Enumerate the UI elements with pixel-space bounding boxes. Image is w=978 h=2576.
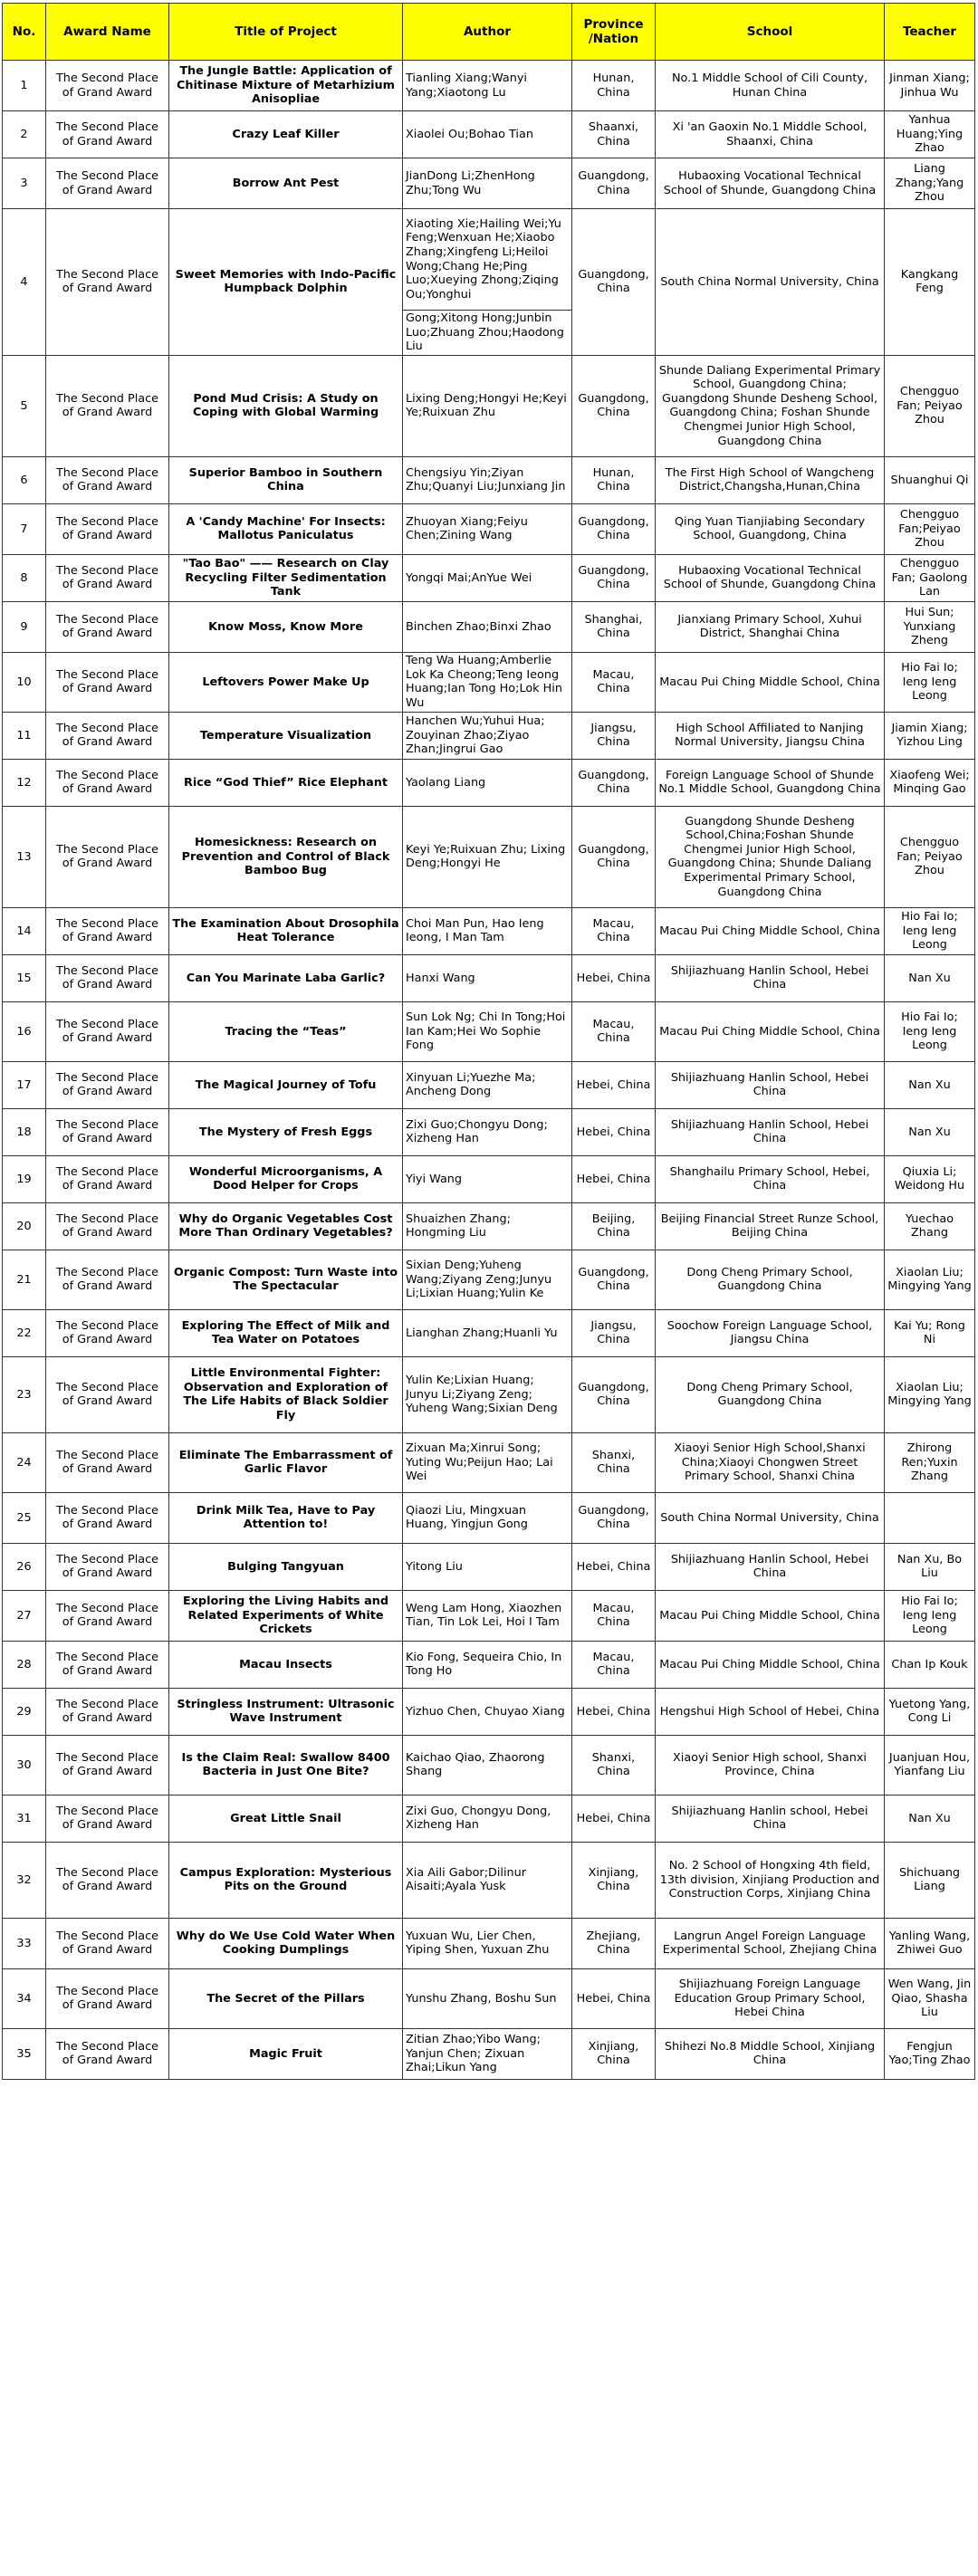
table-row — [3, 1735, 975, 1795]
cell-project-title: Tracing the “Teas” — [169, 1001, 403, 1061]
cell-author: Tianling Xiang;Wanyi Yang;Xiaotong Lu — [403, 61, 572, 111]
cell-teacher: Jiamin Xiang; Yizhou Ling — [885, 712, 975, 759]
cell-award-name: The Second Place of Grand Award — [46, 61, 169, 111]
header-author: Author — [403, 4, 572, 61]
cell-teacher: Shuanghui Qi — [885, 456, 975, 503]
cell-project-title: Why do Organic Vegetables Cost More Than Ordinary Vegetables? — [169, 1202, 403, 1250]
cell-project-title: Rice “God Thief” Rice Elephant — [169, 759, 403, 806]
cell-award-name: The Second Place of Grand Award — [46, 1918, 169, 1968]
table-row — [3, 954, 975, 1001]
cell-teacher: Kai Yu; Rong Ni — [885, 1309, 975, 1356]
cell-school: Macau Pui Ching Middle School, China — [656, 1641, 885, 1688]
cell-no: 28 — [3, 1641, 46, 1688]
cell-project-title: The Secret of the Pillars — [169, 1968, 403, 2028]
cell-province: Beijing, China — [572, 1202, 656, 1250]
table-row — [3, 1688, 975, 1735]
table-row — [3, 61, 975, 111]
table-row — [3, 1356, 975, 1432]
table-row — [3, 1590, 975, 1641]
cell-school: Macau Pui Ching Middle School, China — [656, 652, 885, 712]
cell-award-name: The Second Place of Grand Award — [46, 1108, 169, 1155]
cell-no: 17 — [3, 1061, 46, 1108]
cell-teacher: Xiaolan Liu; Mingying Yang — [885, 1250, 975, 1309]
cell-teacher: Chengguo Fan; Peiyao Zhou — [885, 355, 975, 456]
cell-teacher: Chengguo Fan; Gaolong Lan — [885, 554, 975, 601]
cell-school: Shijiazhuang Hanlin School, Hebei China — [656, 1061, 885, 1108]
cell-province: Macau, China — [572, 907, 656, 954]
cell-school: Foreign Language School of Shunde No.1 Middle School, Guangdong China — [656, 759, 885, 806]
cell-province: Hebei, China — [572, 1543, 656, 1590]
cell-author: Kio Fong, Sequeira Chio, In Tong Ho — [403, 1641, 572, 1688]
cell-project-title: Great Little Snail — [169, 1795, 403, 1842]
cell-project-title: Organic Compost: Turn Waste into The Spectacular — [169, 1250, 403, 1309]
cell-no: 16 — [3, 1001, 46, 1061]
cell-author: Xia Aili Gabor;Dilinur Aisaiti;Ayala Yusk — [403, 1842, 572, 1918]
cell-project-title: Pond Mud Crisis: A Study on Coping with Global Warming — [169, 355, 403, 456]
cell-project-title: Sweet Memories with Indo-Pacific Humpback Dolphin — [169, 209, 403, 356]
cell-author: Hanchen Wu;Yuhui Hua; Zouyinan Zhao;Ziyao Zhan;Jingrui Gao — [403, 712, 572, 759]
header-no: No. — [3, 4, 46, 61]
cell-no: 34 — [3, 1968, 46, 2028]
cell-school: South China Normal University, China — [656, 1492, 885, 1543]
cell-school: Shihezi No.8 Middle School, Xinjiang China — [656, 2028, 885, 2079]
cell-award-name: The Second Place of Grand Award — [46, 158, 169, 209]
cell-province: Shaanxi, China — [572, 111, 656, 158]
cell-award-name: The Second Place of Grand Award — [46, 1061, 169, 1108]
cell-author: Weng Lam Hong, Xiaozhen Tian, Tin Lok Lei, Hoi I Tam — [403, 1590, 572, 1641]
cell-school: Shijiazhuang Foreign Language Education Group Primary School, Hebei China — [656, 1968, 885, 2028]
table-row — [3, 111, 975, 158]
cell-province: Guangdong, China — [572, 759, 656, 806]
cell-school: Xiaoyi Senior High school, Shanxi Province, China — [656, 1735, 885, 1795]
cell-project-title: Exploring the Living Habits and Related Experiments of White Crickets — [169, 1590, 403, 1641]
cell-project-title: Temperature Visualization — [169, 712, 403, 759]
cell-province: Jiangsu, China — [572, 712, 656, 759]
cell-province: Macau, China — [572, 652, 656, 712]
cell-province: Macau, China — [572, 1001, 656, 1061]
cell-teacher: Chengguo Fan;Peiyao Zhou — [885, 503, 975, 554]
cell-author: Shuaizhen Zhang; Hongming Liu — [403, 1202, 572, 1250]
cell-award-name: The Second Place of Grand Award — [46, 1250, 169, 1309]
cell-no: 12 — [3, 759, 46, 806]
cell-school: Xiaoyi Senior High School,Shanxi China;Xiaoyi Chongwen Street Primary School, Shanxi China — [656, 1432, 885, 1492]
header-row — [3, 4, 975, 61]
cell-school: Shijiazhuang Hanlin School, Hebei China — [656, 1543, 885, 1590]
cell-school: Hubaoxing Vocational Technical School of Shunde, Guangdong China — [656, 554, 885, 601]
cell-province: Shanxi, China — [572, 1432, 656, 1492]
cell-teacher: Xiaofeng Wei; Minqing Gao — [885, 759, 975, 806]
cell-teacher: Hio Fai Io; Ieng Ieng Leong — [885, 1001, 975, 1061]
table-row — [3, 806, 975, 907]
cell-author: Teng Wa Huang;Amberlie Lok Ka Cheong;Teng Ieong Huang;Ian Tong Ho;Lok Hin Wu — [403, 652, 572, 712]
cell-project-title: Is the Claim Real: Swallow 8400 Bacteria in Just One Bite? — [169, 1735, 403, 1795]
cell-school: Soochow Foreign Language School, Jiangsu China — [656, 1309, 885, 1356]
cell-teacher: Nan Xu — [885, 954, 975, 1001]
cell-project-title: Magic Fruit — [169, 2028, 403, 2079]
cell-province: Hebei, China — [572, 1688, 656, 1735]
cell-teacher: Nan Xu, Bo Liu — [885, 1543, 975, 1590]
table-row — [3, 158, 975, 209]
table-row — [3, 1001, 975, 1061]
cell-author: Xinyuan Li;Yuezhe Ma; Ancheng Dong — [403, 1061, 572, 1108]
cell-award-name: The Second Place of Grand Award — [46, 355, 169, 456]
cell-author: Lixing Deng;Hongyi He;Keyi Ye;Ruixuan Zhu — [403, 355, 572, 456]
table-row — [3, 2028, 975, 2079]
cell-teacher: Nan Xu — [885, 1061, 975, 1108]
cell-school: Dong Cheng Primary School, Guangdong China — [656, 1356, 885, 1432]
cell-project-title: Wonderful Microorganisms, A Dood Helper for Crops — [169, 1155, 403, 1202]
cell-award-name: The Second Place of Grand Award — [46, 1590, 169, 1641]
cell-teacher: Jinman Xiang; Jinhua Wu — [885, 61, 975, 111]
cell-award-name: The Second Place of Grand Award — [46, 954, 169, 1001]
cell-author: Zitian Zhao;Yibo Wang; Yanjun Chen; Zixuan Zhai;Likun Yang — [403, 2028, 572, 2079]
cell-award-name: The Second Place of Grand Award — [46, 1202, 169, 1250]
cell-author: JianDong Li;ZhenHong Zhu;Tong Wu — [403, 158, 572, 209]
table-row — [3, 1842, 975, 1918]
cell-project-title: Crazy Leaf Killer — [169, 111, 403, 158]
cell-project-title: A 'Candy Machine' For Insects: Mallotus Paniculatus — [169, 503, 403, 554]
cell-teacher: Wen Wang, Jin Qiao, Shasha Liu — [885, 1968, 975, 2028]
header-school: School — [656, 4, 885, 61]
cell-author: Xiaoting Xie;Hailing Wei;Yu Feng;Wenxuan He;Xiaobo Zhang;Xingfeng Li;Heiloi Wong;Chang He;Ping Luo;Xueying Zhong;Ziqing Ou;Yonghui — [403, 209, 572, 311]
cell-school: Shunde Daliang Experimental Primary School, Guangdong China; Guangdong Shunde Desheng School, Guangdong China; Foshan Shunde Chengmei Junior High School, Guangdong China — [656, 355, 885, 456]
cell-project-title: "Tao Bao" —— Research on Clay Recycling Filter Sedimentation Tank — [169, 554, 403, 601]
cell-author: Lianghan Zhang;Huanli Yu — [403, 1309, 572, 1356]
cell-teacher: Kangkang Feng — [885, 209, 975, 356]
cell-school: Beijing Financial Street Runze School, Beijing China — [656, 1202, 885, 1250]
cell-project-title: Leftovers Power Make Up — [169, 652, 403, 712]
cell-no: 21 — [3, 1250, 46, 1309]
cell-project-title: Eliminate The Embarrassment of Garlic Flavor — [169, 1432, 403, 1492]
cell-award-name: The Second Place of Grand Award — [46, 111, 169, 158]
cell-no: 35 — [3, 2028, 46, 2079]
cell-author: Yulin Ke;Lixian Huang; Junyu Li;Ziyang Zeng; Yuheng Wang;Sixian Deng — [403, 1356, 572, 1432]
cell-no: 20 — [3, 1202, 46, 1250]
cell-project-title: Homesickness: Research on Prevention and Control of Black Bamboo Bug — [169, 806, 403, 907]
cell-no: 5 — [3, 355, 46, 456]
cell-province: Zhejiang, China — [572, 1918, 656, 1968]
cell-school: Macau Pui Ching Middle School, China — [656, 1001, 885, 1061]
cell-award-name: The Second Place of Grand Award — [46, 759, 169, 806]
cell-province: Hebei, China — [572, 1968, 656, 2028]
cell-no: 10 — [3, 652, 46, 712]
table-row — [3, 907, 975, 954]
cell-project-title: Why do We Use Cold Water When Cooking Dumplings — [169, 1918, 403, 1968]
cell-teacher: Chan Ip Kouk — [885, 1641, 975, 1688]
cell-award-name: The Second Place of Grand Award — [46, 1155, 169, 1202]
cell-author: Binchen Zhao;Binxi Zhao — [403, 601, 572, 652]
table-row — [3, 355, 975, 456]
cell-no: 24 — [3, 1432, 46, 1492]
cell-award-name: The Second Place of Grand Award — [46, 554, 169, 601]
cell-award-name: The Second Place of Grand Award — [46, 1795, 169, 1842]
cell-no: 32 — [3, 1842, 46, 1918]
cell-project-title: Can You Marinate Laba Garlic? — [169, 954, 403, 1001]
cell-award-name: The Second Place of Grand Award — [46, 1543, 169, 1590]
cell-teacher: Yuetong Yang, Cong Li — [885, 1688, 975, 1735]
table-row — [3, 1795, 975, 1842]
table-row — [3, 1108, 975, 1155]
cell-author: Yunshu Zhang, Boshu Sun — [403, 1968, 572, 2028]
cell-teacher: Shichuang Liang — [885, 1842, 975, 1918]
cell-school: Shanghailu Primary School, Hebei, China — [656, 1155, 885, 1202]
cell-project-title: Superior Bamboo in Southern China — [169, 456, 403, 503]
cell-award-name: The Second Place of Grand Award — [46, 1688, 169, 1735]
cell-school: Guangdong Shunde Desheng School,China;Foshan Shunde Chengmei Junior High School, Guangdong China; Shunde Daliang Experimental Primary School, Guangdong China — [656, 806, 885, 907]
table-row — [3, 1250, 975, 1309]
cell-no: 2 — [3, 111, 46, 158]
cell-author: Yizhuo Chen, Chuyao Xiang — [403, 1688, 572, 1735]
cell-school: No.1 Middle School of Cili County, Hunan China — [656, 61, 885, 111]
cell-author: Zixi Guo, Chongyu Dong, Xizheng Han — [403, 1795, 572, 1842]
cell-teacher: Yanling Wang, Zhiwei Guo — [885, 1918, 975, 1968]
cell-teacher: Nan Xu — [885, 1108, 975, 1155]
cell-author: Choi Man Pun, Hao Ieng Ieong, I Man Tam — [403, 907, 572, 954]
table-row — [3, 1492, 975, 1543]
cell-author: Qiaozi Liu, Mingxuan Huang, Yingjun Gong — [403, 1492, 572, 1543]
cell-province: Guangdong, China — [572, 158, 656, 209]
cell-teacher — [885, 1492, 975, 1543]
cell-school: Hengshui High School of Hebei, China — [656, 1688, 885, 1735]
cell-award-name: The Second Place of Grand Award — [46, 503, 169, 554]
cell-no: 13 — [3, 806, 46, 907]
cell-author: Hanxi Wang — [403, 954, 572, 1001]
cell-school: Macau Pui Ching Middle School, China — [656, 907, 885, 954]
cell-no: 4 — [3, 209, 46, 356]
cell-province: Hunan, China — [572, 61, 656, 111]
cell-teacher: Hio Fai Io; Ieng Ieng Leong — [885, 1590, 975, 1641]
cell-author: Sun Lok Ng; Chi In Tong;Hoi Ian Kam;Hei Wo Sophie Fong — [403, 1001, 572, 1061]
cell-teacher: Liang Zhang;Yang Zhou — [885, 158, 975, 209]
award-table — [2, 3, 975, 2080]
cell-teacher: Xiaolan Liu; Mingying Yang — [885, 1356, 975, 1432]
cell-award-name: The Second Place of Grand Award — [46, 1356, 169, 1432]
cell-award-name: The Second Place of Grand Award — [46, 601, 169, 652]
cell-project-title: The Jungle Battle: Application of Chitinase Mixture of Metarhizium Anisopliae — [169, 61, 403, 111]
cell-teacher: Juanjuan Hou, Yianfang Liu — [885, 1735, 975, 1795]
cell-province: Hebei, China — [572, 1795, 656, 1842]
cell-author: Zixuan Ma;Xinrui Song; Yuting Wu;Peijun Hao; Lai Wei — [403, 1432, 572, 1492]
cell-project-title: The Magical Journey of Tofu — [169, 1061, 403, 1108]
cell-project-title: The Mystery of Fresh Eggs — [169, 1108, 403, 1155]
cell-award-name: The Second Place of Grand Award — [46, 2028, 169, 2079]
cell-school: High School Affiliated to Nanjing Normal University, Jiangsu China — [656, 712, 885, 759]
cell-award-name: The Second Place of Grand Award — [46, 712, 169, 759]
table-row — [3, 601, 975, 652]
cell-author: Yuxuan Wu, Lier Chen, Yiping Shen, Yuxuan Zhu — [403, 1918, 572, 1968]
cell-school: Shijiazhuang Hanlin School, Hebei China — [656, 1108, 885, 1155]
table-row — [3, 712, 975, 759]
cell-no: 8 — [3, 554, 46, 601]
cell-author: Xiaolei Ou;Bohao Tian — [403, 111, 572, 158]
table-row — [3, 1641, 975, 1688]
cell-author: Sixian Deng;Yuheng Wang;Ziyang Zeng;Junyu Li;Lixian Huang;Yulin Ke — [403, 1250, 572, 1309]
cell-award-name: The Second Place of Grand Award — [46, 1842, 169, 1918]
cell-province: Macau, China — [572, 1590, 656, 1641]
cell-school: South China Normal University, China — [656, 209, 885, 356]
cell-award-name: The Second Place of Grand Award — [46, 1735, 169, 1795]
cell-no: 18 — [3, 1108, 46, 1155]
table-row — [3, 759, 975, 806]
header-teacher: Teacher — [885, 4, 975, 61]
cell-project-title: Campus Exploration: Mysterious Pits on the Ground — [169, 1842, 403, 1918]
table-row — [3, 503, 975, 554]
table-row — [3, 1155, 975, 1202]
table-row — [3, 1918, 975, 1968]
cell-province: Hunan, China — [572, 456, 656, 503]
header-province: Province /Nation — [572, 4, 656, 61]
cell-school: Xi 'an Gaoxin No.1 Middle School, Shaanxi, China — [656, 111, 885, 158]
header-title: Title of Project — [169, 4, 403, 61]
cell-province: Guangdong, China — [572, 1356, 656, 1432]
cell-award-name: The Second Place of Grand Award — [46, 209, 169, 356]
table-row — [3, 209, 975, 311]
cell-no: 26 — [3, 1543, 46, 1590]
cell-project-title: Drink Milk Tea, Have to Pay Attention to! — [169, 1492, 403, 1543]
cell-author: Zixi Guo;Chongyu Dong; Xizheng Han — [403, 1108, 572, 1155]
cell-teacher: Yuechao Zhang — [885, 1202, 975, 1250]
cell-award-name: The Second Place of Grand Award — [46, 806, 169, 907]
cell-project-title: Little Environmental Fighter: Observation and Exploration of The Life Habits of Black Soldier Fly — [169, 1356, 403, 1432]
cell-author: Yaolang Liang — [403, 759, 572, 806]
cell-award-name: The Second Place of Grand Award — [46, 1968, 169, 2028]
cell-no: 9 — [3, 601, 46, 652]
cell-no: 7 — [3, 503, 46, 554]
cell-teacher: Yanhua Huang;Ying Zhao — [885, 111, 975, 158]
cell-no: 19 — [3, 1155, 46, 1202]
cell-no: 31 — [3, 1795, 46, 1842]
cell-no: 3 — [3, 158, 46, 209]
cell-author: Yiyi Wang — [403, 1155, 572, 1202]
cell-project-title: Exploring The Effect of Milk and Tea Water on Potatoes — [169, 1309, 403, 1356]
cell-province: Guangdong, China — [572, 806, 656, 907]
cell-author: Keyi Ye;Ruixuan Zhu; Lixing Deng;Hongyi He — [403, 806, 572, 907]
cell-province: Jiangsu, China — [572, 1309, 656, 1356]
cell-no: 15 — [3, 954, 46, 1001]
cell-teacher: Fengjun Yao;Ting Zhao — [885, 2028, 975, 2079]
cell-author: Yongqi Mai;AnYue Wei — [403, 554, 572, 601]
cell-school: Shijiazhuang Hanlin school, Hebei China — [656, 1795, 885, 1842]
cell-school: Hubaoxing Vocational Technical School of Shunde, Guangdong China — [656, 158, 885, 209]
cell-author: Chengsiyu Yin;Ziyan Zhu;Quanyi Liu;Junxiang Jin — [403, 456, 572, 503]
cell-province: Hebei, China — [572, 1155, 656, 1202]
cell-no: 25 — [3, 1492, 46, 1543]
cell-province: Guangdong, China — [572, 1492, 656, 1543]
cell-no: 11 — [3, 712, 46, 759]
cell-project-title: The Examination About Drosophila Heat Tolerance — [169, 907, 403, 954]
cell-no: 29 — [3, 1688, 46, 1735]
header-award-name: Award Name — [46, 4, 169, 61]
cell-no: 6 — [3, 456, 46, 503]
cell-province: Guangdong, China — [572, 503, 656, 554]
cell-teacher: Hio Fai Io; Ieng Ieng Leong — [885, 652, 975, 712]
cell-school: No. 2 School of Hongxing 4th field, 13th division, Xinjiang Production and Construction Corps, Xinjiang China — [656, 1842, 885, 1918]
cell-school: Dong Cheng Primary School, Guangdong China — [656, 1250, 885, 1309]
cell-award-name: The Second Place of Grand Award — [46, 652, 169, 712]
cell-teacher: Chengguo Fan; Peiyao Zhou — [885, 806, 975, 907]
cell-province: Xinjiang, China — [572, 1842, 656, 1918]
cell-province: Xinjiang, China — [572, 2028, 656, 2079]
cell-project-title: Bulging Tangyuan — [169, 1543, 403, 1590]
cell-teacher: Qiuxia Li; Weidong Hu — [885, 1155, 975, 1202]
cell-project-title: Stringless Instrument: Ultrasonic Wave Instrument — [169, 1688, 403, 1735]
table-row — [3, 1543, 975, 1590]
table-row — [3, 1432, 975, 1492]
cell-school: The First High School of Wangcheng District,Changsha,Hunan,China — [656, 456, 885, 503]
table-row — [3, 456, 975, 503]
cell-teacher: Nan Xu — [885, 1795, 975, 1842]
cell-author-continued: Gong;Xitong Hong;Junbin Luo;Zhuang Zhou;Haodong Liu — [403, 311, 572, 356]
table-row — [3, 1968, 975, 2028]
cell-province: Shanghai, China — [572, 601, 656, 652]
cell-project-title: Borrow Ant Pest — [169, 158, 403, 209]
cell-teacher: Hio Fai Io; Ieng Ieng Leong — [885, 907, 975, 954]
cell-school: Jianxiang Primary School, Xuhui District, Shanghai China — [656, 601, 885, 652]
cell-school: Qing Yuan Tianjiabing Secondary School, Guangdong, China — [656, 503, 885, 554]
cell-author: Zhuoyan Xiang;Feiyu Chen;Zining Wang — [403, 503, 572, 554]
cell-award-name: The Second Place of Grand Award — [46, 1432, 169, 1492]
cell-project-title: Macau Insects — [169, 1641, 403, 1688]
cell-province: Macau, China — [572, 1641, 656, 1688]
cell-teacher: Zhirong Ren;Yuxin Zhang — [885, 1432, 975, 1492]
table-row — [3, 1061, 975, 1108]
cell-school: Macau Pui Ching Middle School, China — [656, 1590, 885, 1641]
table-row — [3, 1202, 975, 1250]
cell-province: Guangdong, China — [572, 554, 656, 601]
cell-province: Hebei, China — [572, 954, 656, 1001]
cell-no: 23 — [3, 1356, 46, 1432]
cell-author: Kaichao Qiao, Zhaorong Shang — [403, 1735, 572, 1795]
cell-province: Guangdong, China — [572, 209, 656, 356]
cell-award-name: The Second Place of Grand Award — [46, 1492, 169, 1543]
cell-award-name: The Second Place of Grand Award — [46, 456, 169, 503]
cell-province: Hebei, China — [572, 1061, 656, 1108]
cell-project-title: Know Moss, Know More — [169, 601, 403, 652]
cell-no: 1 — [3, 61, 46, 111]
cell-no: 27 — [3, 1590, 46, 1641]
cell-no: 30 — [3, 1735, 46, 1795]
cell-province: Guangdong, China — [572, 1250, 656, 1309]
table-row — [3, 554, 975, 601]
table-wrapper — [2, 3, 974, 2080]
cell-author: Yitong Liu — [403, 1543, 572, 1590]
cell-award-name: The Second Place of Grand Award — [46, 1641, 169, 1688]
cell-school: Langrun Angel Foreign Language Experimental School, Zhejiang China — [656, 1918, 885, 1968]
cell-award-name: The Second Place of Grand Award — [46, 907, 169, 954]
cell-province: Guangdong, China — [572, 355, 656, 456]
cell-province: Hebei, China — [572, 1108, 656, 1155]
cell-award-name: The Second Place of Grand Award — [46, 1001, 169, 1061]
table-row — [3, 652, 975, 712]
cell-school: Shijiazhuang Hanlin School, Hebei China — [656, 954, 885, 1001]
cell-teacher: Hui Sun; Yunxiang Zheng — [885, 601, 975, 652]
cell-no: 33 — [3, 1918, 46, 1968]
cell-no: 22 — [3, 1309, 46, 1356]
table-row — [3, 1309, 975, 1356]
cell-award-name: The Second Place of Grand Award — [46, 1309, 169, 1356]
cell-province: Shanxi, China — [572, 1735, 656, 1795]
cell-no: 14 — [3, 907, 46, 954]
